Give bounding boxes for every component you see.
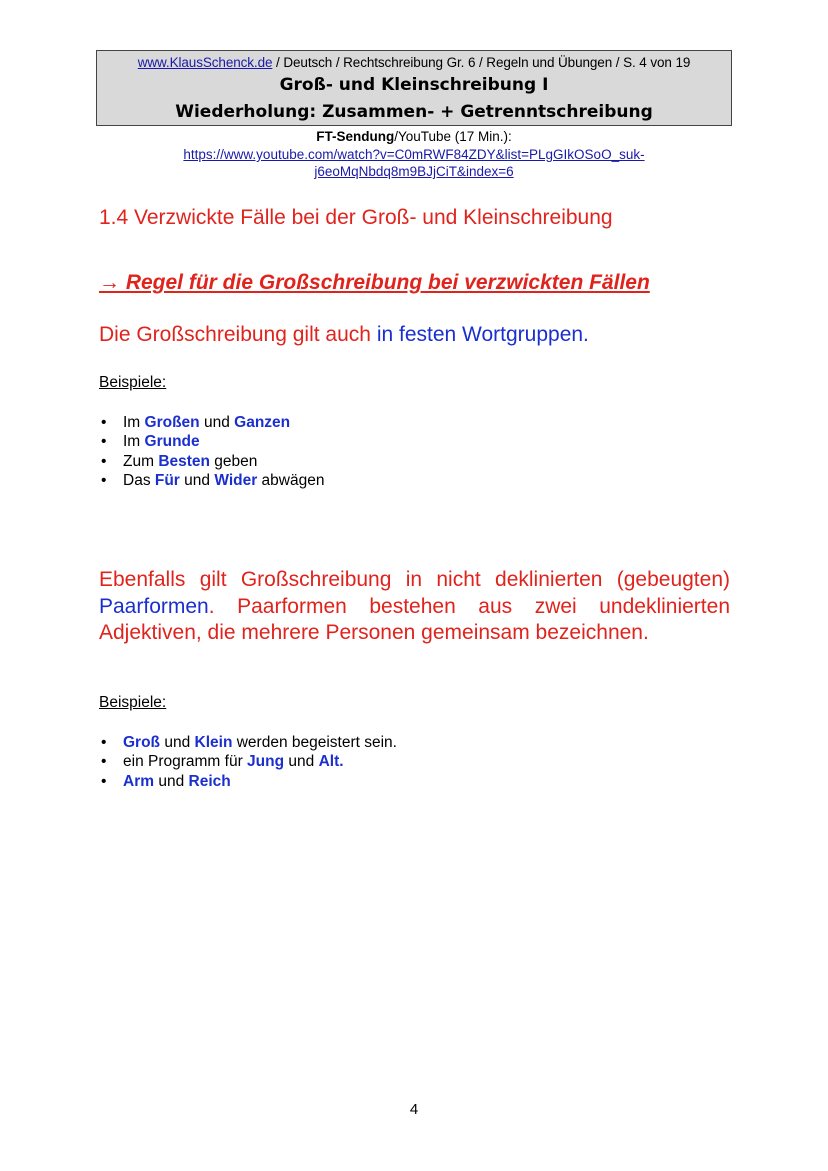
header-breadcrumb-line	[97, 54, 731, 71]
paragraph-blue: Paarformen	[99, 594, 209, 618]
examples-label-2: Beispiele:	[99, 694, 167, 711]
page-number: 4	[409, 1101, 419, 1118]
ft-broadcast-label	[96, 128, 732, 145]
rule-heading: → Regel für die Großschreibung bei verzwickten Fällen	[99, 271, 650, 294]
rule-text	[99, 323, 589, 347]
ft-label-rest: /YouTube (17 Min.):	[394, 129, 512, 144]
examples-label-1: Beispiele:	[99, 374, 167, 391]
examples-list-2	[99, 733, 397, 791]
section-heading: 1.4 Verzwickte Fälle bei der Groß- und Kleinschreibung	[99, 206, 613, 229]
list-item: • Groß und Klein werden begeistert sein.	[99, 733, 397, 752]
rule-text-blue: in festen Wortgruppen.	[376, 323, 589, 346]
paragraph-red-1: Ebenfalls gilt Großschreibung in nicht deklinierten (gebeugten)	[99, 568, 730, 591]
list-item: • Im Grunde	[99, 432, 324, 451]
youtube-link[interactable]	[96, 146, 732, 180]
ft-label-bold: FT-Sendung	[316, 129, 395, 144]
header-title: Groß- und Kleinschreibung I	[279, 75, 549, 95]
youtube-link-line1: https://www.youtube.com/watch?v=C0mRWF84ZDY&list=PLgGIkOSoO_suk-	[183, 147, 645, 162]
header-subtitle: Wiederholung: Zusammen- + Getrenntschreibung	[175, 102, 653, 122]
list-item: • Arm und Reich	[99, 772, 397, 791]
youtube-link-line2: j6eoMqNbdq8m9BJjCiT&index=6	[314, 164, 514, 179]
page-header	[96, 50, 732, 126]
list-item: • Im Großen und Ganzen	[99, 413, 324, 432]
breadcrumb: / Deutsch / Rechtschreibung Gr. 6 / Regeln und Übungen / S. 4 von 19	[272, 55, 691, 70]
list-item: • Das Für und Wider abwägen	[99, 471, 324, 490]
examples-list-1	[99, 413, 324, 490]
rule-text-red: Die Großschreibung gilt auch	[99, 323, 377, 346]
paragraph-red-2: . Paarformen bestehen aus zwei undeklinierten Adjektiven, die mehrere Personen gemeinsam bezeichnen.	[99, 594, 730, 644]
list-item: • Zum Besten geben	[99, 452, 324, 471]
site-link[interactable]: www.KlausSchenck.de	[137, 55, 273, 70]
paarformen-paragraph	[99, 567, 730, 647]
list-item: • ein Programm für Jung und Alt.	[99, 752, 397, 771]
